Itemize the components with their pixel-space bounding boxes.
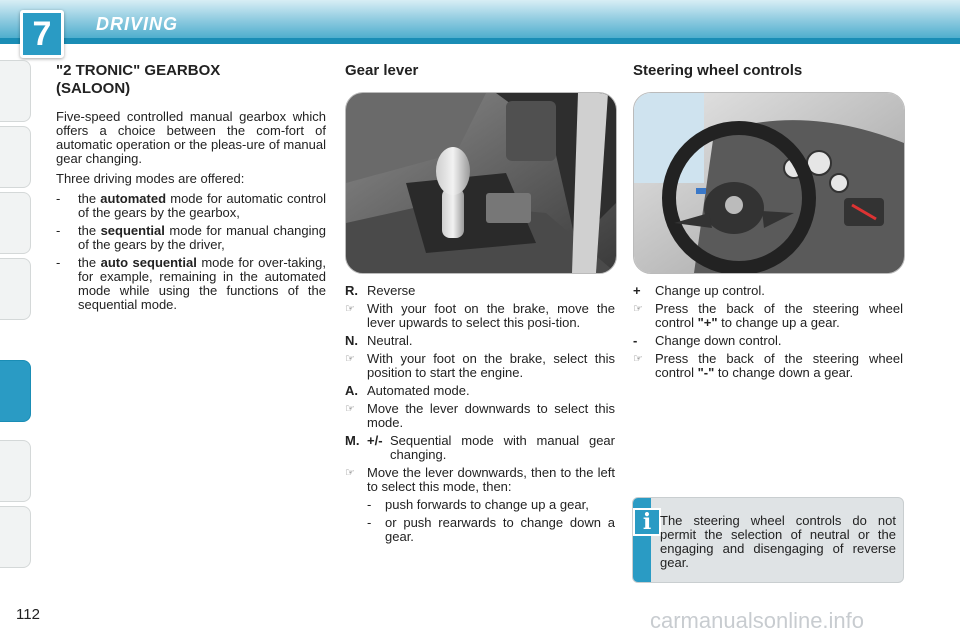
side-tab[interactable]: [0, 60, 31, 122]
pointing-hand-icon: ☞: [633, 303, 643, 315]
gear-position-entry: [345, 434, 615, 462]
gear-position-entry: [345, 334, 615, 348]
entry-marker: -: [633, 333, 638, 348]
mode-text: mode for automatic control of the gears by the gearbox,: [78, 191, 326, 220]
entry-text: Sequential mode with manual gear changing.: [390, 433, 615, 462]
entry-text: With your foot on the brake, select this position to start the engine.: [367, 351, 615, 380]
pointing-hand-icon: ☞: [345, 303, 355, 315]
side-tab[interactable]: [0, 258, 31, 320]
pointing-hand-icon: ☞: [345, 467, 355, 479]
sub-text: or push rearwards to change down a gear.: [385, 515, 615, 544]
entry-text: Press the back of the steering wheel control: [655, 351, 903, 380]
entry-text: Move the lever downwards to select this mode.: [367, 401, 615, 430]
entry-text: Neutral.: [367, 333, 413, 348]
info-text: The steering wheel controls do not permit the selection of neutral or the engaging and disengaging of reverse gear.: [660, 513, 896, 570]
entry-text: to change up a gear.: [717, 315, 840, 330]
control-symbol: "-": [697, 365, 715, 380]
pointing-hand-icon: ☞: [345, 353, 355, 365]
gear-lever-photo: [345, 92, 617, 274]
entry-marker: M.: [345, 433, 360, 448]
side-tab-active[interactable]: [0, 360, 31, 422]
instruction-entry: [345, 302, 615, 330]
pointing-hand-icon: ☞: [345, 403, 355, 415]
steering-wheel-illustration: [634, 93, 904, 273]
entry-text: Move the lever downwards, then to the left to select this mode, then:: [367, 465, 615, 494]
entry-text: Reverse: [367, 283, 416, 298]
header-strip: [0, 38, 960, 44]
mode-item: [56, 224, 326, 252]
mode-name: automated: [100, 191, 167, 206]
instruction-entry: [633, 352, 903, 380]
entry-text: Change up control.: [655, 283, 765, 298]
control-entry: [633, 284, 903, 298]
side-tab[interactable]: [0, 506, 31, 568]
entry-marker: +: [633, 283, 641, 298]
side-tab[interactable]: [0, 440, 31, 502]
gear-lever-illustration: [346, 93, 616, 273]
left-column: [56, 62, 326, 316]
entry-text: Automated mode.: [367, 383, 470, 398]
gear-position-entry: [345, 384, 615, 398]
steering-controls-title: Steering wheel controls: [633, 62, 803, 79]
pointing-hand-icon: ☞: [633, 353, 643, 365]
info-box: [632, 497, 904, 583]
chapter-side-tabs: [0, 60, 34, 580]
control-symbol: "+": [697, 315, 718, 330]
entry-marker: A.: [345, 383, 358, 398]
gear-lever-title: Gear lever: [345, 62, 419, 79]
control-entry: [633, 334, 903, 348]
sub-item: [345, 498, 615, 512]
dash-marker: -: [367, 515, 372, 530]
dash-marker: -: [56, 191, 61, 206]
instruction-entry: [345, 352, 615, 380]
section-title-line: (SALOON): [56, 80, 131, 97]
right-column: [633, 284, 903, 384]
chapter-title: DRIVING: [96, 14, 179, 34]
mode-name: auto sequential: [100, 255, 197, 270]
instruction-entry: [345, 466, 615, 494]
side-tab[interactable]: [0, 126, 31, 188]
mode-text: the: [78, 223, 101, 238]
sub-text: push forwards to change up a gear,: [385, 497, 589, 512]
entry-marker: N.: [345, 333, 358, 348]
mode-text: mode for manual changing of the gears by the driver,: [78, 223, 326, 252]
entry-marker: R.: [345, 283, 358, 298]
middle-column: [345, 284, 615, 548]
entry-text: Press the back of the steering wheel control: [655, 301, 903, 330]
mode-text: the: [78, 255, 101, 270]
instruction-entry: [633, 302, 903, 330]
entry-text: to change down a gear.: [714, 365, 854, 380]
watermark: carmanualsonline.info: [650, 608, 865, 633]
dash-marker: -: [56, 223, 61, 238]
mode-item: [56, 256, 326, 312]
info-icon: i: [633, 508, 661, 536]
entry-text: With your foot on the brake, move the lever upwards to select this posi-tion.: [367, 301, 615, 330]
mode-text: the: [78, 191, 101, 206]
section-title-line: "2 TRONIC" GEARBOX: [56, 62, 221, 79]
mode-name: sequential: [100, 223, 165, 238]
section-title: [56, 62, 326, 98]
page-number: 112: [16, 606, 40, 623]
dash-marker: -: [56, 255, 61, 270]
sub-item: [345, 516, 615, 544]
instruction-entry: [345, 402, 615, 430]
modes-intro: Three driving modes are offered:: [56, 171, 245, 186]
entry-text: Change down control.: [655, 333, 782, 348]
mode-item: [56, 192, 326, 220]
intro-paragraph: Five-speed controlled manual gearbox which offers a choice between the com-fort of automatic operation or the pleas-ure of manual gear changing.: [56, 109, 326, 166]
dash-marker: -: [367, 497, 372, 512]
chapter-number-badge: 7: [20, 10, 64, 58]
entry-symbol: +/-: [367, 433, 383, 448]
gear-position-entry: [345, 284, 615, 298]
side-tab[interactable]: [0, 192, 31, 254]
steering-wheel-photo: [633, 92, 905, 274]
mode-text: mode for over-taking, for example, remaining in the automated mode while using the functions of the sequential mode.: [78, 255, 326, 312]
